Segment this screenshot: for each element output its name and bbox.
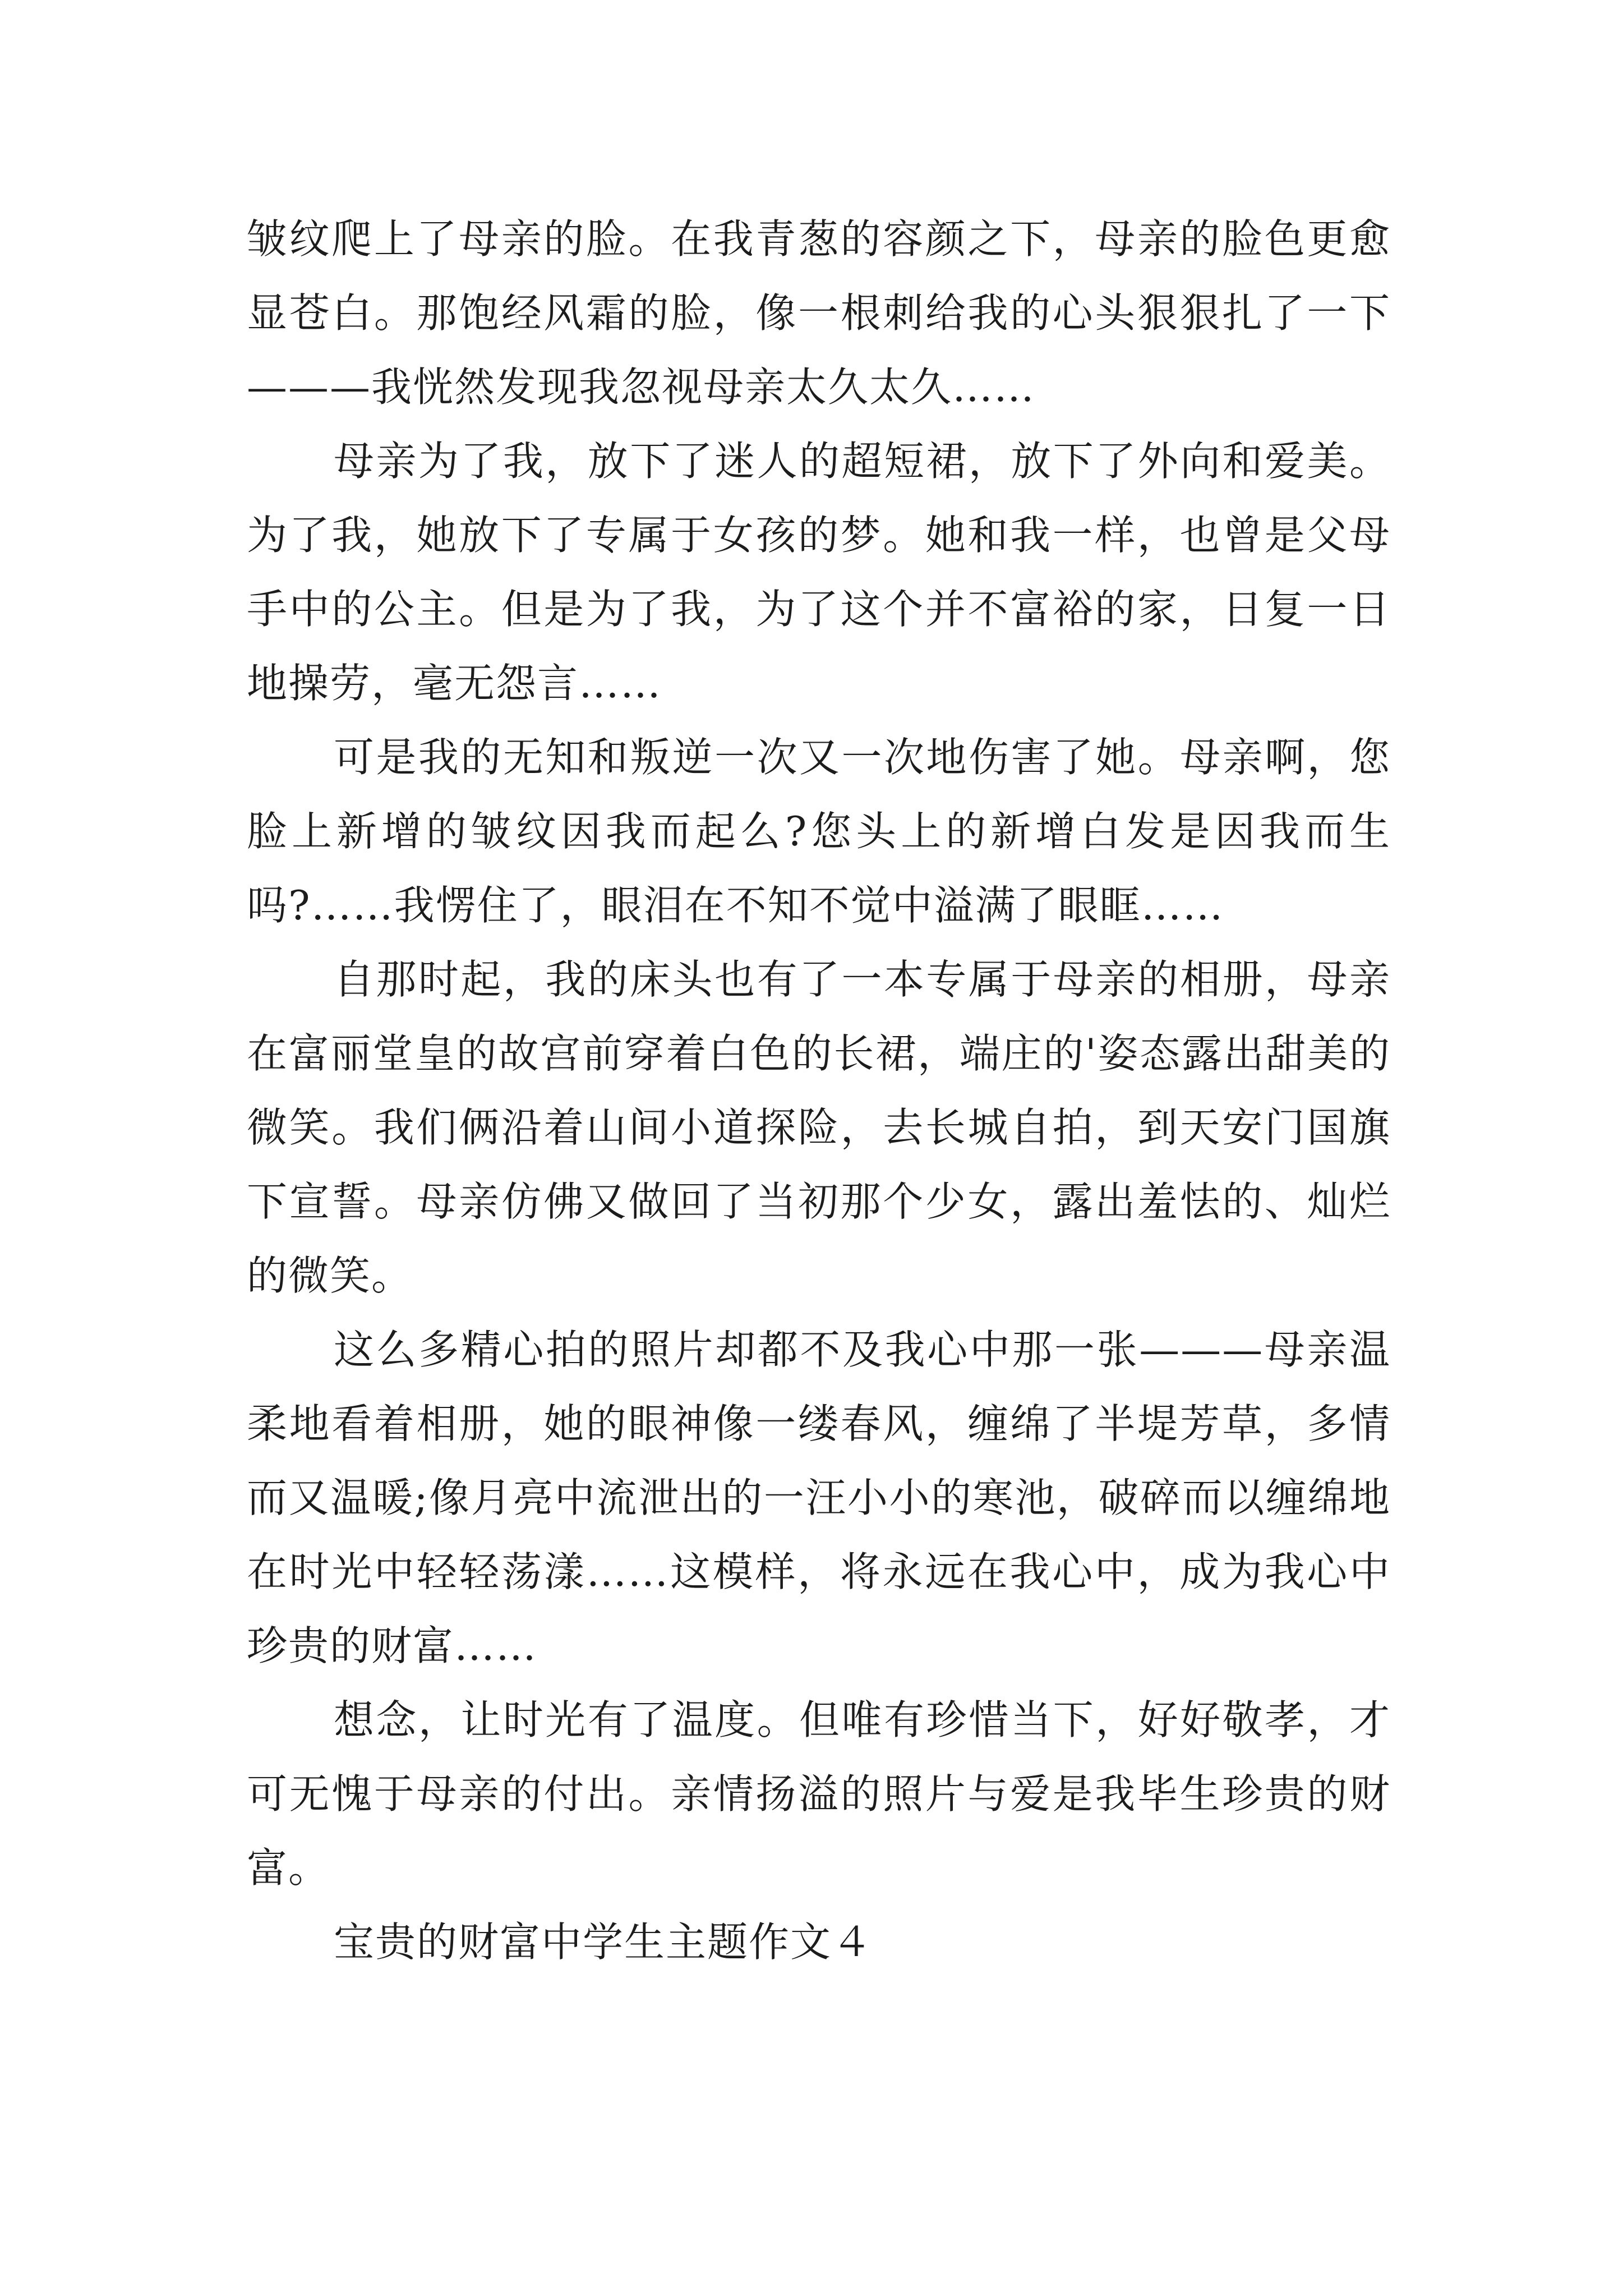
essay-body: [247, 202, 1391, 1979]
section-heading: 宝贵的财富中学生主题作文４: [334, 1918, 874, 1966]
paragraph-6: 想念，让时光有了温度。但唯有珍惜当下，好好敬孝，才可无愧于母亲的付出。亲情扬溢的照片与爱是我毕生珍贵的财富。: [247, 1696, 1391, 1892]
paragraph-2: 母亲为了我，放下了迷人的超短裙，放下了外向和爱美。为了我，她放下了专属于女孩的梦。她和我一样，也曾是父母手中的公主。但是为了我，为了这个并不富裕的家，日复一日地操劳，毫无怨言……: [247, 438, 1391, 707]
paragraph-4: 自那时起，我的床头也有了一本专属于母亲的相册，母亲在富丽堂皇的故宫前穿着白色的长裙，端庄的'姿态露出甜美的微笑。我们俩沿着山间小道探险，去长城自拍，到天安门国旗下宣誓。母亲仿佛又做回了当初那个少女，露出羞怯的、灿烂的微笑。: [247, 956, 1391, 1299]
paragraph-3: 可是我的无知和叛逆一次又一次地伤害了她。母亲啊，您脸上新增的皱纹因我而起么?您头上的新增白发是因我而生吗?……我愣住了，眼泪在不知不觉中溢满了眼眶……: [247, 734, 1391, 929]
paragraph-1: 皱纹爬上了母亲的脸。在我青葱的容颜之下，母亲的脸色更愈显苍白。那饱经风霜的脸，像一根刺给我的心头狠狠扎了一下———我恍然发现我忽视母亲太久太久……: [247, 215, 1391, 411]
paragraph-5: 这么多精心拍的照片却都不及我心中那一张———母亲温柔地看着相册，她的眼神像一缕春风，缠绵了半堤芳草，多情而又温暖;像月亮中流泄出的一汪小小的寒池，破碎而以缠绵地在时光中轻轻荡漾……这模样，将永远在我心中，成为我心中珍贵的财富……: [247, 1326, 1391, 1669]
